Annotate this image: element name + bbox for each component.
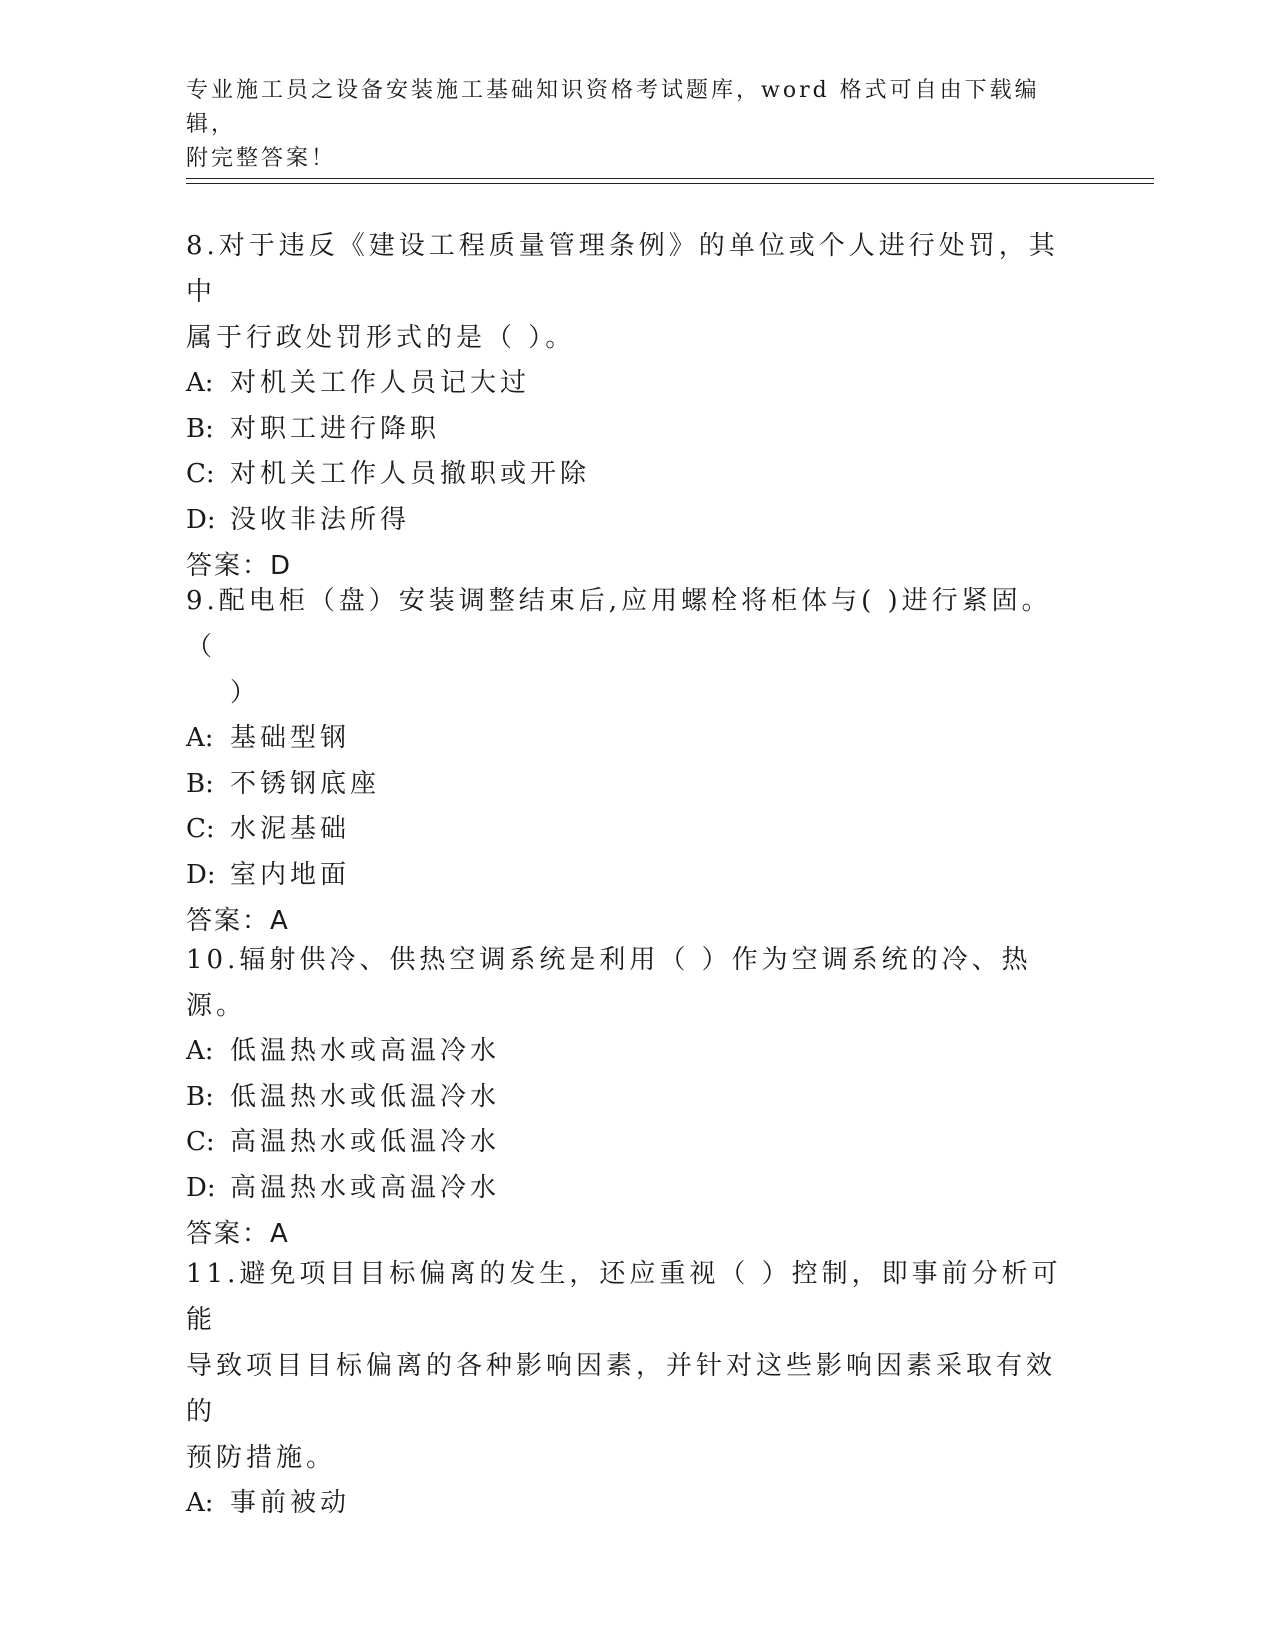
document-header bbox=[186, 74, 1086, 176]
option-d bbox=[186, 1166, 1066, 1212]
option-c bbox=[186, 452, 1066, 498]
option-a bbox=[186, 1029, 1066, 1075]
option-a bbox=[186, 1481, 1066, 1527]
header-line-2: 附完整答案！ bbox=[186, 146, 337, 171]
stem-line: 导致项目目标偏离的各种影响因素，并针对这些影响因素采取有效的 bbox=[186, 1351, 1057, 1427]
option-text: 基础型钢 bbox=[230, 723, 351, 753]
option-key: C: bbox=[186, 459, 215, 489]
option-b bbox=[186, 762, 1066, 808]
stem-line: 11.避免项目目标偏离的发生，还应重视（ ）控制，即事前分析可能 bbox=[186, 1259, 1062, 1335]
question-stem bbox=[186, 223, 1066, 361]
option-key: D: bbox=[186, 504, 216, 535]
stem-line: 8.对于违反《建设工程质量管理条例》的单位或个人进行处罚，其中 bbox=[186, 231, 1059, 307]
option-b bbox=[186, 1075, 1066, 1121]
stem-line: 9.配电柜（盘）安装调整结束后,应用螺栓将柜体与( )进行紧固。（ bbox=[186, 586, 1052, 662]
question-11 bbox=[186, 1251, 1066, 1527]
header-line-1: 专业施工员之设备安装施工基础知识资格考试题库，word 格式可自由下载编辑， bbox=[186, 78, 1040, 137]
option-text: 对职工进行降职 bbox=[230, 413, 441, 444]
option-key: C: bbox=[186, 814, 215, 844]
answer: 答案：A bbox=[186, 906, 290, 936]
option-key: A: bbox=[186, 368, 214, 398]
option-key: C: bbox=[186, 1127, 215, 1157]
option-b bbox=[186, 407, 1066, 453]
header-divider-top bbox=[186, 178, 1154, 179]
option-c bbox=[186, 1120, 1066, 1166]
option-text: 水泥基础 bbox=[230, 814, 351, 844]
option-key: B: bbox=[186, 413, 214, 444]
option-text: 对机关工作人员记大过 bbox=[230, 368, 531, 398]
option-text: 不锈钢底座 bbox=[230, 768, 381, 799]
question-9 bbox=[186, 578, 1066, 944]
option-a bbox=[186, 716, 1066, 762]
question-stem bbox=[186, 1251, 1066, 1481]
question-stem bbox=[186, 578, 1066, 716]
option-text: 高温热水或高温冷水 bbox=[230, 1172, 501, 1203]
stem-line: 10.辐射供冷、供热空调系统是利用（ ）作为空调系统的冷、热源。 bbox=[186, 945, 1032, 1021]
question-stem bbox=[186, 937, 1066, 1029]
option-text: 低温热水或低温冷水 bbox=[230, 1081, 501, 1112]
option-key: A: bbox=[186, 1036, 214, 1066]
option-text: 低温热水或高温冷水 bbox=[230, 1036, 501, 1066]
option-key: D: bbox=[186, 1172, 216, 1203]
option-key: A: bbox=[186, 723, 214, 753]
option-text: 事前被动 bbox=[230, 1488, 351, 1518]
option-text: 高温热水或低温冷水 bbox=[230, 1127, 501, 1157]
option-c bbox=[186, 807, 1066, 853]
stem-line: 预防措施。 bbox=[186, 1443, 337, 1473]
answer: 答案：A bbox=[186, 1219, 290, 1249]
option-d bbox=[186, 853, 1066, 899]
option-key: A: bbox=[186, 1488, 214, 1518]
stem-line: 属于行政处罚形式的是（ ）。 bbox=[186, 323, 576, 353]
option-text: 没收非法所得 bbox=[230, 504, 411, 535]
question-10 bbox=[186, 937, 1066, 1257]
option-text: 对机关工作人员撤职或开除 bbox=[230, 459, 591, 489]
answer: 答案：D bbox=[186, 551, 293, 581]
option-key: B: bbox=[186, 768, 214, 799]
header-divider-bottom bbox=[186, 183, 1154, 184]
option-d bbox=[186, 498, 1066, 544]
option-a bbox=[186, 361, 1066, 407]
option-key: D: bbox=[186, 859, 216, 890]
stem-line: ） bbox=[230, 678, 261, 708]
option-key: B: bbox=[186, 1081, 214, 1112]
option-text: 室内地面 bbox=[230, 859, 351, 890]
question-8 bbox=[186, 223, 1066, 589]
